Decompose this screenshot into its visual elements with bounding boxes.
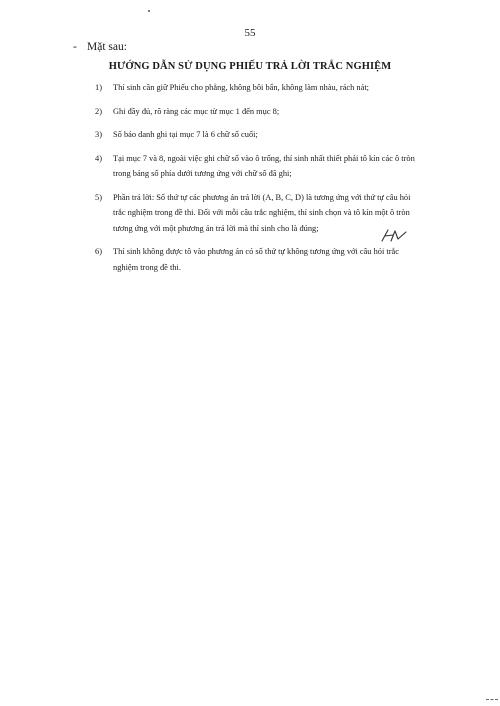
instruction-number: 2)	[95, 106, 102, 116]
instruction-text: Phần trả lời: Số thứ tự các phương án trả lời (A, B, C, D) là tương ứng với thứ tự câu hỏi trắc nghiệm trong đề thi. Đối với mỗi câu trắc nghiệm, thí sinh chọn và tô kín một ô tròn tương ứng với một phương án trả lời mà thí sinh cho là đúng;	[113, 192, 411, 233]
instruction-number: 1)	[95, 83, 102, 92]
instruction-item	[95, 244, 425, 275]
instructions-title: HƯỚNG DẪN SỬ DỤNG PHIẾU TRẢ LỜI TRẮC NGHIỆM	[108, 61, 392, 72]
scan-speck	[148, 10, 150, 12]
instruction-text: Thí sinh không được tô vào phương án có số thứ tự không tương ứng với câu hỏi trắc nghiệm trong đề thi.	[113, 247, 399, 272]
instruction-item	[95, 151, 425, 182]
instruction-number: 6)	[95, 247, 102, 256]
instruction-number: 3)	[95, 130, 102, 139]
instruction-text: Số báo danh ghi tại mục 7 là 6 chữ số cuối;	[113, 130, 258, 139]
section-label-text: Mặt sau:	[87, 41, 127, 53]
instruction-item	[95, 127, 425, 143]
handwritten-initials-icon	[379, 227, 409, 243]
instruction-text: Tại mục 7 và 8, ngoài việc ghi chữ số vào ô trống, thí sinh nhất thiết phải tô kín các ô tròn trong bảng số phía dưới tương ứng với chữ số đã ghi;	[113, 153, 415, 178]
instruction-item	[95, 80, 425, 96]
instruction-text: Thí sinh cần giữ Phiếu cho phẳng, không bôi bẩn, không làm nhàu, rách nát;	[113, 83, 369, 92]
instruction-item	[95, 104, 425, 120]
instruction-item	[95, 190, 425, 237]
section-label	[73, 41, 127, 53]
instruction-text: Ghi đầy đủ, rõ ràng các mục từ mục 1 đến mục 8;	[113, 106, 280, 116]
instructions-list	[95, 80, 425, 283]
instruction-number: 4)	[95, 153, 102, 163]
scan-edge-mark	[486, 699, 498, 704]
section-dash: -	[73, 41, 77, 53]
page-number: 55	[244, 27, 256, 39]
instruction-number: 5)	[95, 192, 102, 202]
